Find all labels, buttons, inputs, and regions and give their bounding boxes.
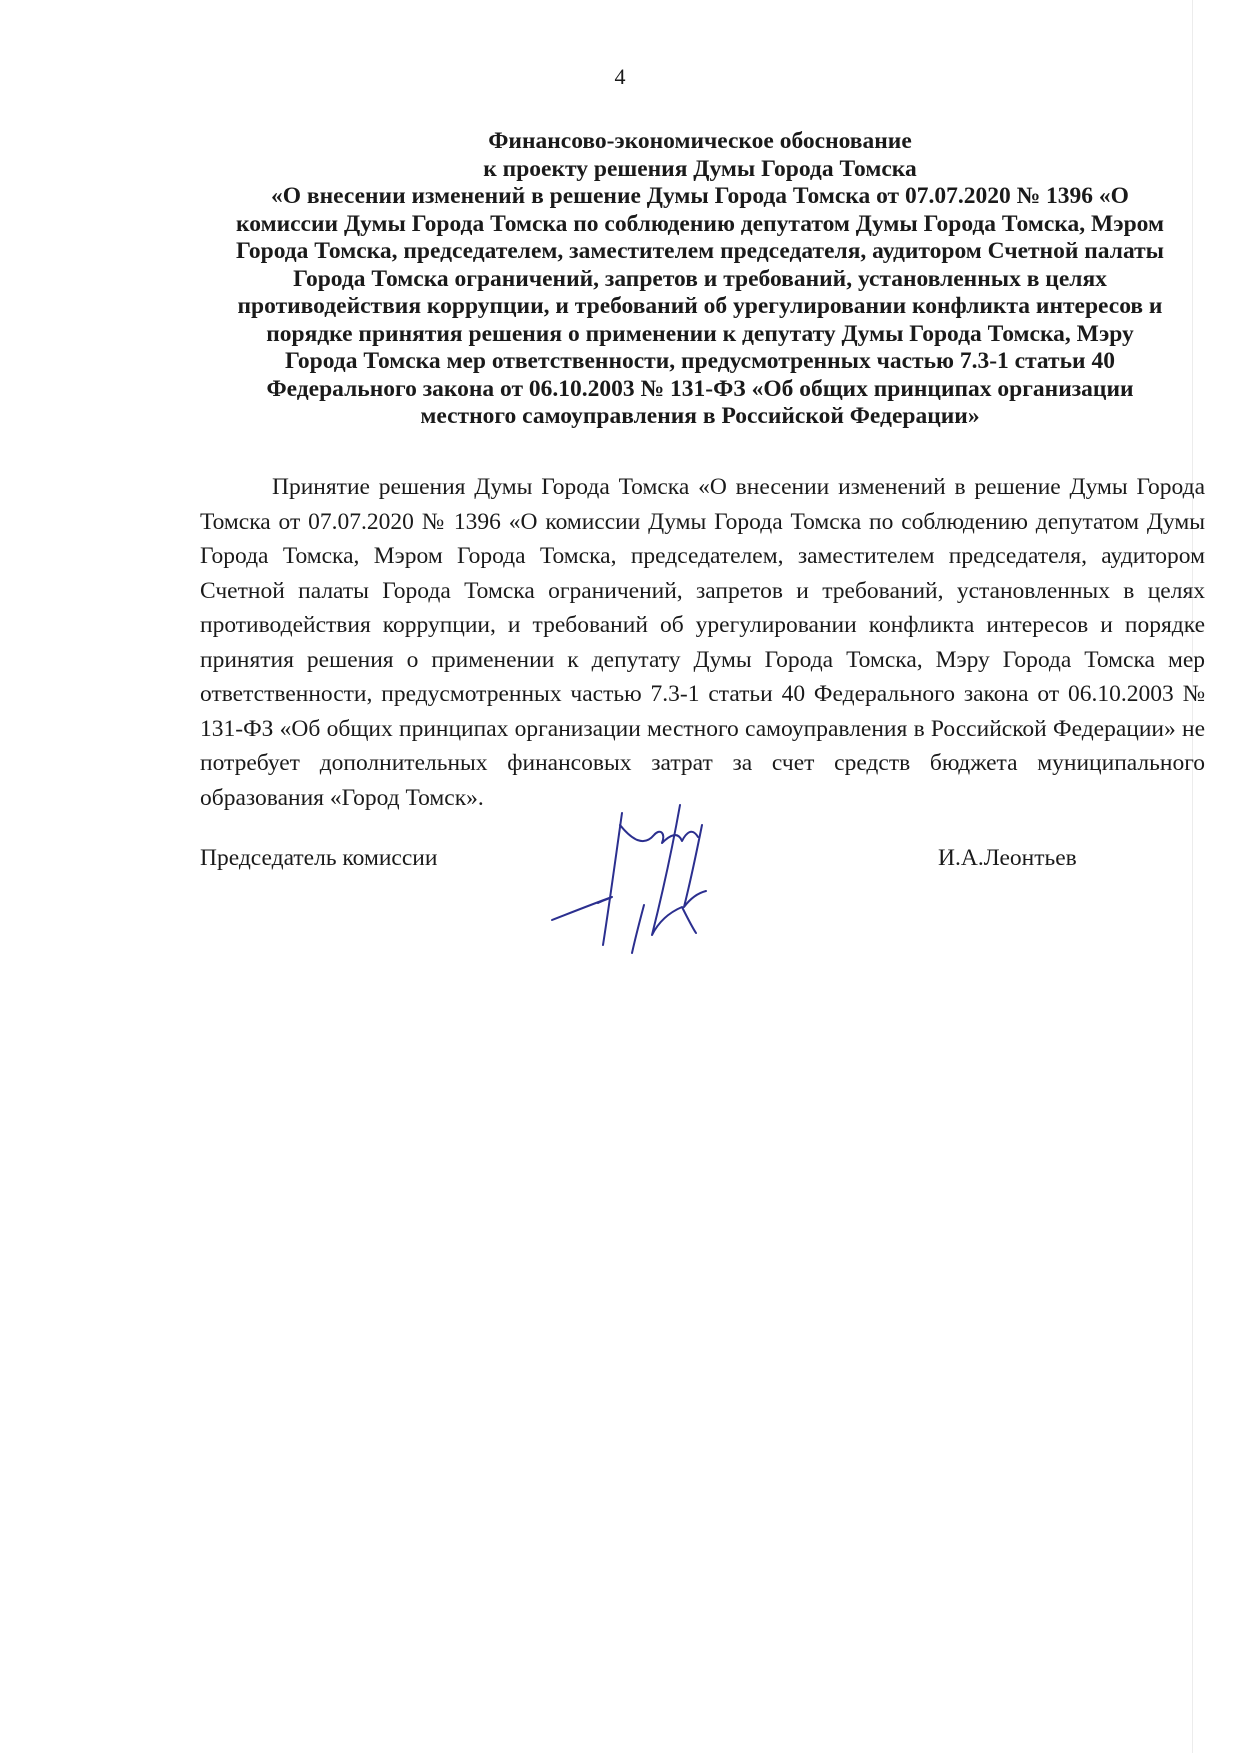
- title-line: Города Томска мер ответственности, предусмотренных частью 7.3-1 статьи 40: [285, 348, 1115, 374]
- body-paragraph: Принятие решения Думы Города Томска «О внесении изменений в решение Думы Города Томска от 07.07.2020 № 1396 «О комиссии Думы Города Томска по соблюдению депутатом Думы Города Томска, Мэром Города Томска, председателем, заместителем председателя, аудитором Счетной палаты Города Томска ограничений, запретов и требований, установленных в целях противодействия коррупции, и требований об урегулировании конфликта интересов и порядке принятия решения о применении к депутату Думы Города Томска, Мэру Города Томска мер ответственности, предусмотренных частью 7.3-1 статьи 40 Федерального закона от 06.10.2003 № 131-ФЗ «Об общих принципах организации местного самоуправления в Российской Федерации» не потребует дополнительных финансовых затрат за счет средств бюджета муниципального образования «Город Томск».: [200, 474, 1205, 811]
- document-title: [198, 128, 1202, 431]
- title-line: к проекту решения Думы Города Томска: [483, 155, 917, 182]
- title-line: комиссии Думы Города Томска по соблюдению депутатом Думы Города Томска, Мэром: [236, 210, 1164, 237]
- title-line: Города Томска ограничений, запретов и требований, установленных в целях: [293, 265, 1107, 292]
- title-line: Финансово-экономическое обоснование: [488, 128, 912, 154]
- signer-position: Председатель комиссии: [200, 845, 438, 871]
- title-line: противодействия коррупции, и требований об урегулировании конфликта интересов и: [237, 293, 1163, 319]
- title-line: порядке принятия решения о применении к депутату Думы Города Томска, Мэру: [266, 320, 1134, 347]
- signer-name: И.А.Леонтьев: [938, 845, 1077, 871]
- title-line: Федерального закона от 06.10.2003 № 131-ФЗ «Об общих принципах организации: [266, 375, 1134, 402]
- page-number: 4: [614, 64, 626, 89]
- title-line: Города Томска, председателем, заместителем председателя, аудитором Счетной палаты: [236, 238, 1164, 264]
- title-line: местного самоуправления в Российской Федерации»: [420, 403, 980, 429]
- handwritten-signature: [540, 795, 780, 975]
- title-line: «О внесении изменений в решение Думы Города Томска от 07.07.2020 № 1396 «О: [271, 183, 1129, 209]
